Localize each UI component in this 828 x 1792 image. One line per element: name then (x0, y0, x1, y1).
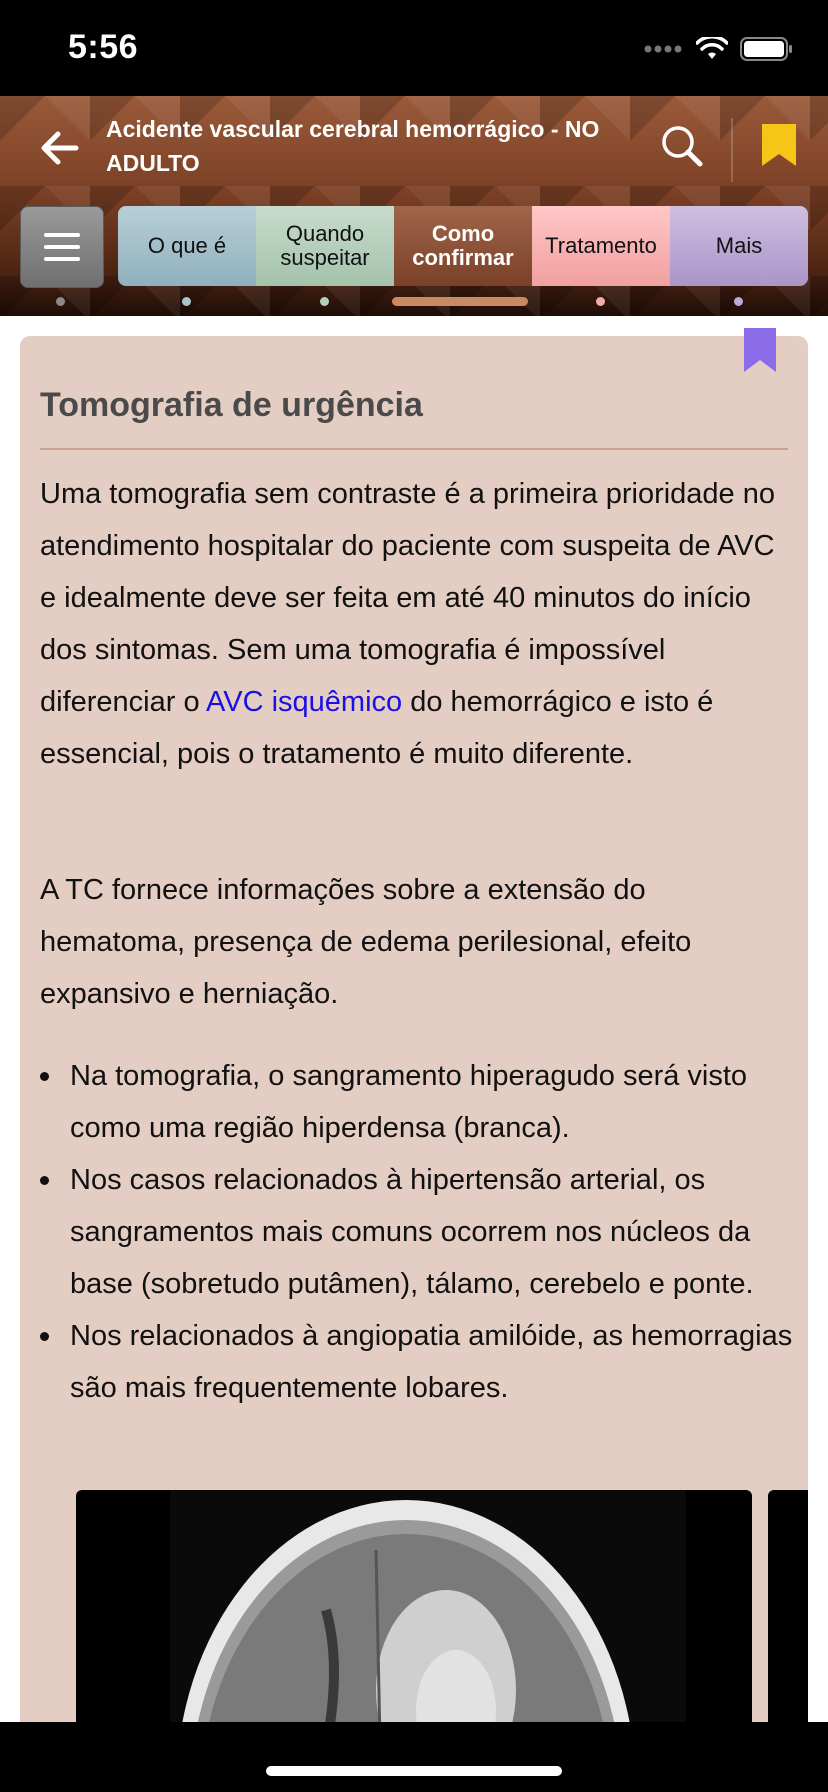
tab-quando-suspeitar[interactable]: Quando suspeitar (256, 206, 394, 286)
signal-icon (644, 43, 684, 55)
list-item: Nos casos relacionados à hipertensão arterial, os sangramentos mais comuns ocorrem nos núcleos da base (sobretudo putâmen), tálamo, cerebelo e ponte. (40, 1154, 796, 1310)
home-indicator[interactable] (266, 1766, 562, 1776)
page-title: Acidente vascular cerebral hemorrágico - NO ADULTO (106, 116, 600, 176)
home-indicator-area (0, 1722, 828, 1792)
paragraph-1: Uma tomografia sem contraste é a primeira prioridade no atendimento hospitalar do paciente com suspeita de AVC e idealmente deve ser feita em até 40 minutos do início dos sintomas. Sem uma tomografia é impossível diferenciar o AVC isquêmico do hemorrágico e isto é essencial, pois o tratamento é muito diferente. (40, 478, 775, 770)
ct-brain-scan (76, 1490, 752, 1722)
tab-tratamento[interactable]: Tratamento (532, 206, 670, 286)
status-time: 5:56 (68, 28, 139, 66)
ct-scan-image[interactable] (76, 1490, 752, 1722)
section-tabs (118, 206, 808, 286)
page-indicator-dot (182, 297, 191, 306)
page-indicator-dot (596, 297, 605, 306)
battery-icon (740, 36, 794, 62)
header-divider (731, 118, 733, 182)
bookmark-icon[interactable] (760, 122, 798, 168)
bullet-list (40, 1050, 796, 1414)
content-area[interactable] (0, 316, 828, 1722)
next-image-preview[interactable] (768, 1490, 808, 1722)
tab-como-confirmar[interactable]: Como confirmar (394, 206, 532, 286)
section-title: Tomografia de urgência (40, 386, 423, 424)
tab-mais[interactable]: Mais (670, 206, 808, 286)
section-card (20, 336, 808, 1722)
list-item: Nos relacionados à angiopatia amilóide, as hemorragias são mais frequentemente lobares. (40, 1310, 796, 1414)
status-bar (0, 0, 828, 96)
section-bookmark-icon[interactable] (740, 326, 780, 374)
search-icon[interactable] (658, 122, 706, 170)
wifi-icon (696, 37, 728, 61)
app-header (0, 96, 828, 316)
section-divider (40, 448, 788, 450)
page-indicator-dot (320, 297, 329, 306)
active-tab-indicator (392, 297, 528, 306)
menu-button[interactable] (20, 206, 104, 288)
back-arrow-icon[interactable] (36, 124, 84, 172)
status-icons (644, 36, 794, 62)
page-indicator-dot (56, 297, 65, 306)
page-indicator-dot (734, 297, 743, 306)
paragraph-2: A TC fornece informações sobre a extensão do hematoma, presença de edema perilesional, efeito expansivo e herniação. (40, 874, 692, 1010)
tab-o-que-e[interactable]: O que é (118, 206, 256, 286)
menu-icon (44, 233, 80, 237)
list-item: Na tomografia, o sangramento hiperagudo será visto como uma região hiperdensa (branca). (40, 1050, 796, 1154)
avc-isquemico-link[interactable]: AVC isquêmico (206, 686, 403, 718)
